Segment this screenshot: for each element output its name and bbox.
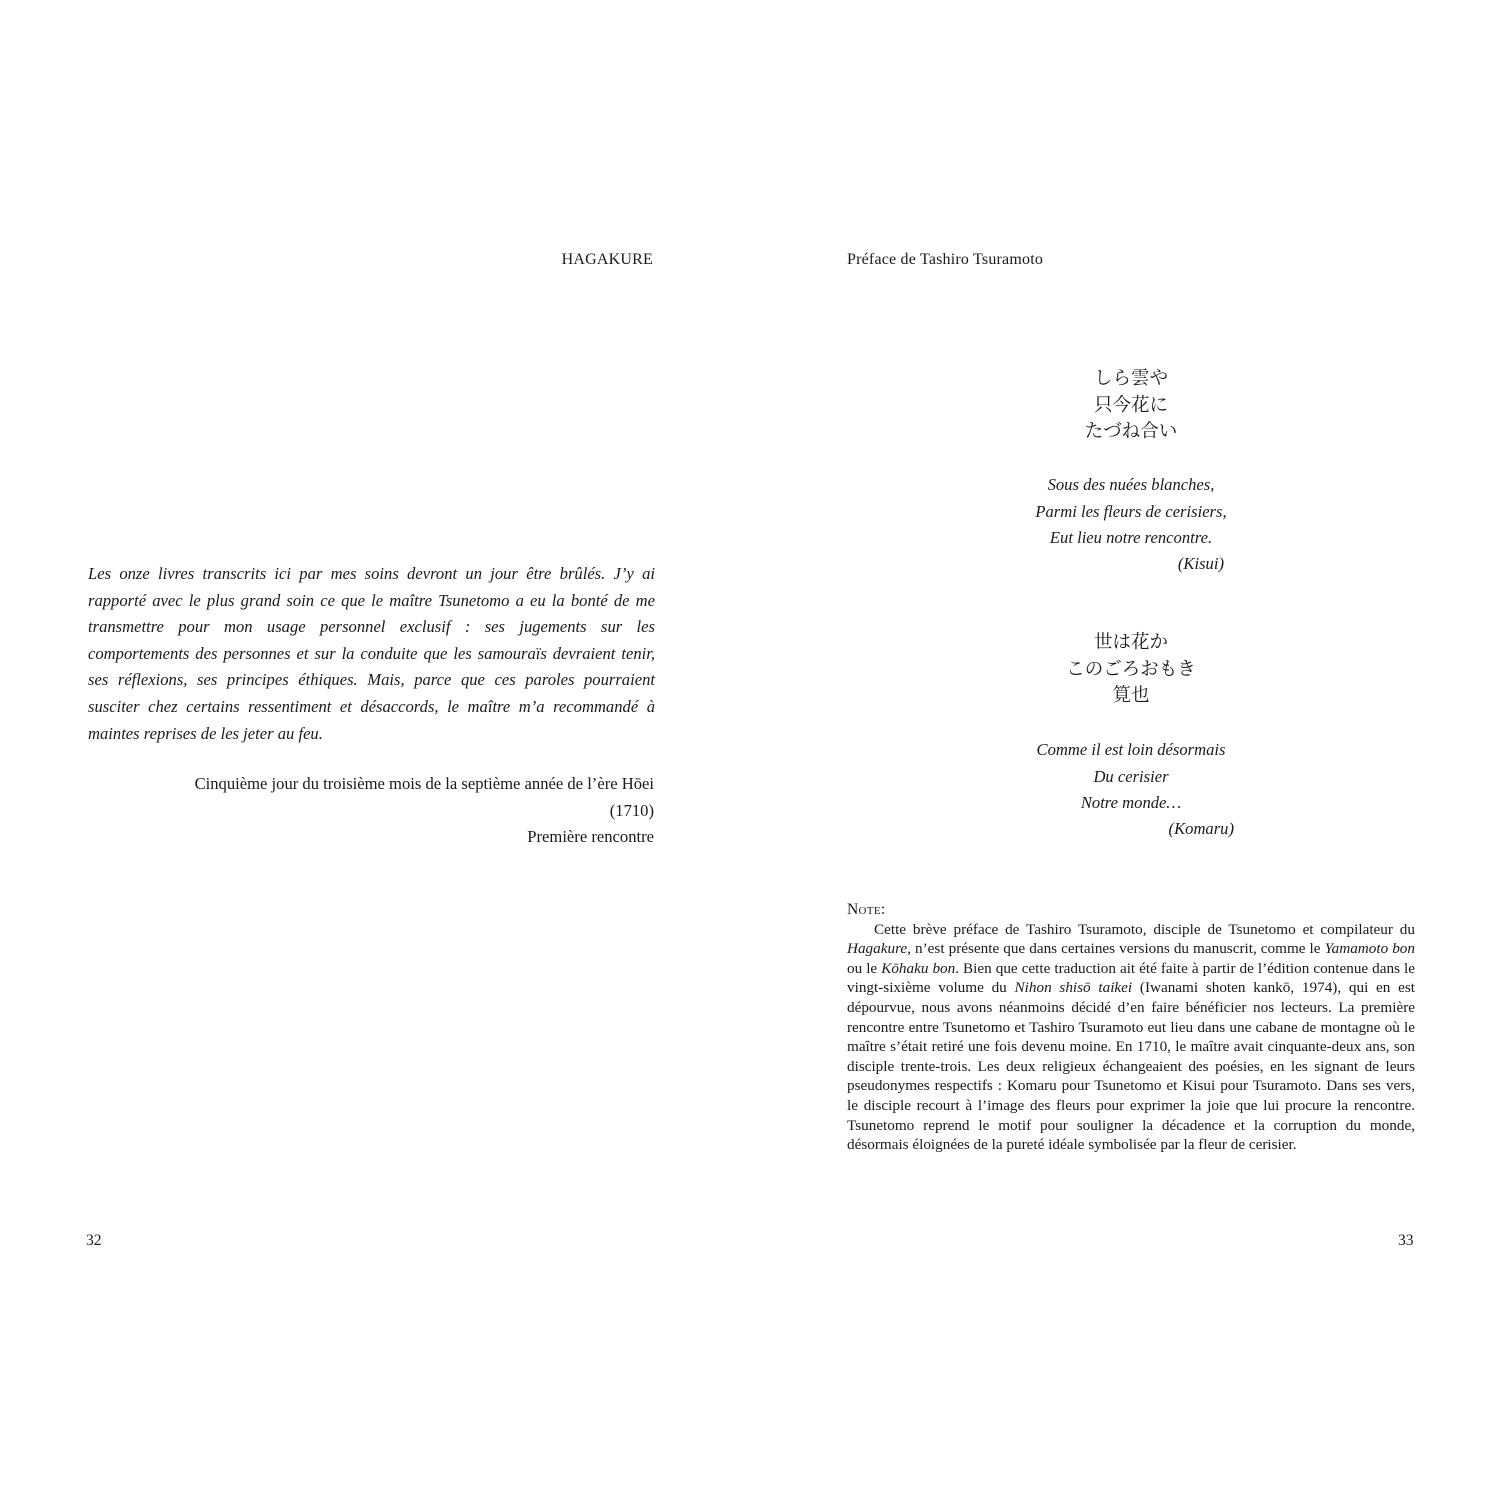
- page-number-left: 32: [86, 1232, 102, 1249]
- poem2-jp-line: このごろおもき: [1066, 658, 1196, 680]
- note-italic-title: Hagakure: [847, 940, 908, 958]
- dateline-caption: Première rencontre: [527, 827, 654, 847]
- footnote: [847, 900, 1415, 1155]
- poem1-jp-line: 只今花に: [1093, 394, 1168, 416]
- note-text-run: ou le: [847, 959, 882, 977]
- poem1-attribution: (Kisui): [1177, 554, 1224, 573]
- note-text-run: , n’est présente que dans certaines versions du manuscrit, comme le: [907, 940, 1325, 958]
- poem1-japanese: [1010, 366, 1252, 446]
- note-italic-title: Nihon shisō taikei: [1014, 979, 1133, 997]
- poem1-fr-line: Eut lieu notre rencontre.: [1049, 528, 1213, 548]
- poem1-translation: [1010, 472, 1252, 552]
- running-head-left: HAGAKURE: [561, 251, 653, 268]
- poem2-fr-line: Du cerisier: [1093, 766, 1169, 786]
- epigraph-paragraph: Les onze livres transcrits ici par mes soins devront un jour être brûlés. J’y ai rapporté avec le plus grand soin ce que le maître Tsunetomo a eu la bonté de me transmettre pour mon usage personnel exclusif : ses jugements sur les comportements des personnes et sur la conduite que les samouraïs devraient tenir, ses réflexions, ses principes éthiques. Mais, parce que ces paroles pourraient susciter chez certains ressentiment et désaccords, le maître m’a recommandé à maintes reprises de les jeter au feu.: [88, 564, 655, 743]
- poem2-fr-line: Comme il est loin désormais: [1036, 740, 1226, 759]
- page-number-right: 33: [1398, 1232, 1414, 1249]
- note-label: Note:: [847, 901, 886, 918]
- dateline-year: (1710): [609, 800, 654, 820]
- poem1-jp-line: しら雲や: [1093, 368, 1168, 389]
- note-italic-title: Kōhaku bon: [881, 959, 956, 977]
- poem2-jp-line: 世は花か: [1093, 632, 1168, 653]
- running-head-right: Préface de Tashiro Tsuramoto: [847, 251, 1044, 268]
- dateline-date: Cinquième jour du troisième mois de la septième année de l’ère Hōei: [194, 774, 654, 793]
- dateline: [195, 771, 654, 851]
- poem1-jp-line: たづね合い: [1084, 421, 1178, 442]
- poem2-fr-line: Notre monde…: [1080, 793, 1182, 813]
- poem2-jp-line: 筧也: [1112, 685, 1150, 706]
- note-body: [847, 920, 1415, 1155]
- poem2-translation: [1010, 737, 1252, 817]
- note-text-run: . Bien que cette traduction ait été faite à partir de l’édition contenue dans le vingt-sixième volume du: [847, 959, 1415, 997]
- note-text-run: (Iwanami shoten kankō, 1974), qui en est dépourvue, nous avons néanmoins décidé d’en faire bénéficier nos lecteurs. La première rencontre entre Tsunetomo et Tashiro Tsuramoto eut lieu dans une cabane de montagne où le maître s’était retiré une fois devenu moine. En 1710, le maître avait cinquante-deux ans, son disciple trente-trois. Les deux religieux échangeaient des poésies, en les signant de leurs pseudonymes respectifs : Komaru pour Tsunetomo et Kisui pour Tsuramoto. Dans ses vers, le disciple recourt à l’image des fleurs pour exprimer la joie que lui procure la rencontre. Tsunetomo reprend le motif pour souligner la décadence et la corruption du monde, désormais éloignées de la pureté idéale symbolisée par la fleur de cerisier.: [847, 979, 1416, 1154]
- poem2-attribution: (Komaru): [1168, 819, 1234, 838]
- poem2-japanese: [1010, 630, 1252, 710]
- poem1-fr-line: Parmi les fleurs de cerisiers,: [1035, 501, 1227, 521]
- poem1-fr-line: Sous des nuées blanches,: [1047, 475, 1215, 494]
- note-italic-title: Yamamoto bon: [1324, 940, 1415, 958]
- note-text-run: Cette brève préface de Tashiro Tsuramoto, disciple de Tsunetomo et compilateur du: [874, 920, 1415, 938]
